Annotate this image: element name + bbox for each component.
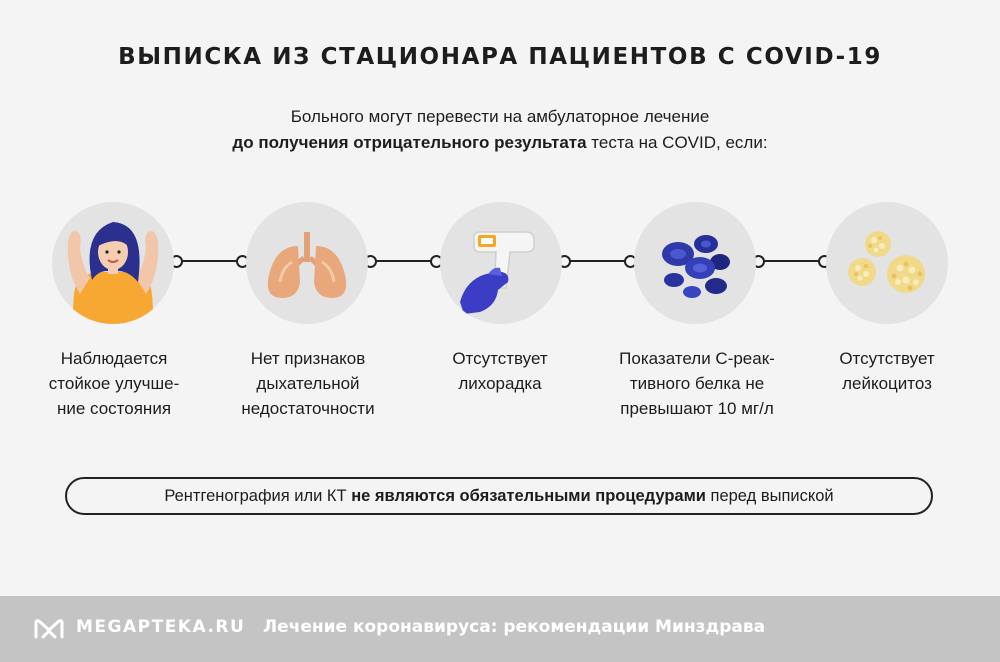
connector-4: [760, 260, 824, 262]
note-pill: [65, 477, 933, 515]
label-line: дыхательной: [256, 374, 360, 393]
condition-2-label: [208, 346, 408, 421]
label-line: Нет признаков: [250, 349, 366, 368]
lungs-icon: [246, 202, 368, 324]
subtitle-bold: до получения отрицательного результата: [232, 133, 587, 152]
label-line: превышают 10 мг/л: [620, 399, 774, 418]
megapteka-logo-icon: [33, 618, 65, 640]
label-line: лихорадка: [458, 374, 542, 393]
brand-name: MEGAPTEKA.RU: [76, 617, 246, 637]
condition-5-circle: [826, 202, 948, 324]
condition-4-label: [597, 346, 797, 421]
page-subtitle: [0, 104, 1000, 156]
label-line: ние состояния: [56, 399, 172, 418]
blood-cells-icon: [634, 202, 756, 324]
label-line: недостаточности: [241, 399, 375, 418]
condition-3-circle: [440, 202, 562, 324]
connector-1: [178, 260, 242, 262]
subtitle-line-2: [0, 130, 1000, 156]
condition-3-label: [400, 346, 600, 396]
label-line: Показатели С-реак-: [619, 349, 775, 368]
label-line: лейкоцитоз: [842, 374, 932, 393]
label-line: Отсутствует: [839, 349, 935, 368]
condition-1-circle: [52, 202, 174, 324]
connector-2: [372, 260, 436, 262]
thermometer-icon: [440, 202, 562, 324]
subtitle-rest: теста на COVID, если:: [586, 133, 768, 152]
footer-bar: [0, 596, 1000, 662]
woman-flexing-icon: [52, 202, 174, 324]
footer-caption: Лечение коронавируса: рекомендации Минздрава: [263, 617, 766, 637]
condition-4-circle: [634, 202, 756, 324]
label-line: стойкое улучше-: [48, 374, 180, 393]
condition-5-label: [787, 346, 987, 396]
label-line: тивного белка не: [629, 374, 765, 393]
condition-2-circle: [246, 202, 368, 324]
leukocytes-icon: [826, 202, 948, 324]
page-title: ВЫПИСКА ИЗ СТАЦИОНАРА ПАЦИЕНТОВ С COVID-19: [118, 44, 882, 70]
note-text: Рентгенография или КТ: [164, 487, 352, 505]
label-line: Наблюдается: [60, 349, 168, 368]
note-text-end: перед выпиской: [705, 487, 834, 505]
label-line: Отсутствует: [452, 349, 548, 368]
subtitle-line-1: Больного могут перевести на амбулаторное лечение: [290, 107, 710, 126]
note-bold: не являются обязательными процедурами: [351, 487, 706, 505]
connector-3: [566, 260, 630, 262]
condition-1-label: [14, 346, 214, 421]
